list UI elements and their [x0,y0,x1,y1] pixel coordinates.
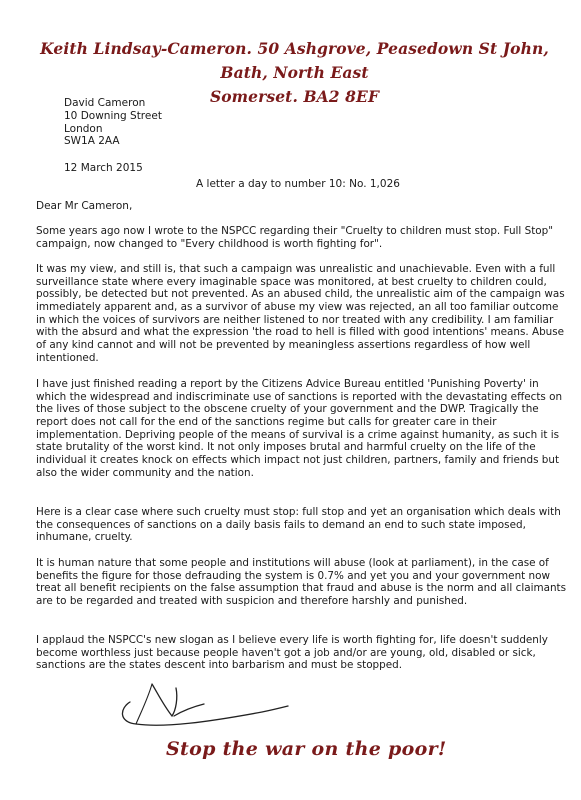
paragraph-text: It was my view, and still is, that such a campaign was unrealistic and unachievable. Even with a full surveillance state where every imaginable space was monitored, at best cruelty to children could, possibly, be detected but not prevented. As an abused child, the unrealistic aim of the campaign was immediately apparent and, as a survivor of abuse my view was rejected, an all too familiar outcome in which the voices of survivors are neither listened to nor treated with any credibility. I am familiar with the absurd and what the expression 'the road to hell is filled with good intentions' means. Abuse of any kind cannot and will not be prevented by meaningless assertions regardless of how well intentioned. [36,263,565,364]
paragraph [36,634,571,672]
salutation: Dear Mr Cameron, [36,200,133,212]
recipient-name: David Cameron [64,97,146,109]
paragraph [36,378,571,479]
paragraph-text: Here is a clear case where such cruelty must stop: full stop and yet an organisation which deals with the consequences of sanctions on a daily basis fails to demand an end to such state imposed, inhumane, cruelty. [36,506,561,544]
letterhead-address-line1: Keith Lindsay-Cameron. 50 Ashgrove, Peasedown St John, Bath, North East [40,39,549,82]
paragraph-text: It is human nature that some people and institutions will abuse (look at parliament), in the case of benefits the figure for those defrauding the system is 0.7% and yet you and your government now treat all benefit recipients on the false assumption that fraud and abuse is the norm and all claimants are to be regarded and treated with suspicion and therefore harshly and punished. [36,557,567,607]
paragraph [36,557,571,608]
recipient-postcode: SW1A 2AA [64,135,120,148]
recipient-address [64,97,162,148]
paragraph [36,225,571,250]
signature-icon [112,680,292,730]
slogan: Stop the war on the poor! [166,738,447,760]
paragraph [36,506,571,544]
letter-date: 12 March 2015 [64,162,143,174]
paragraph-text: I applaud the NSPCC's new slogan as I believe every life is worth fighting for, life doesn't suddenly become worthless just because people haven't got a job and/or are young, old, disabled or sick, sanctions are the states descent into barbarism and must be stopped. [36,634,548,672]
letter-series-number: A letter a day to number 10: No. 1,026 [196,178,400,190]
paragraph-text: Some years ago now I wrote to the NSPCC regarding their "Cruelty to children must stop. Full Stop" campaign, now changed to "Every childhood is worth fighting for". [36,225,554,250]
letterhead-address-line2: Somerset. BA2 8EF [209,87,380,106]
recipient-city: London [64,122,103,135]
paragraph-text: I have just finished reading a report by the Citizens Advice Bureau entitled 'Punishing Poverty' in which the widespread and indiscriminate use of sanctions is reported with the devastating effects on the lives of those subject to the obscene cruelty of your government and the DWP. Tragically the report does not call for the end of the sanctions regime but calls for greater care in their implementation. Depriving people of the means of survival is a crime against humanity, as such it is state brutality of the worst kind. It not only imposes brutal and harmful cruelty on the life of the individual it creates knock on effects which impact not just children, partners, family and friends but also the wider community and the nation. [36,378,563,479]
recipient-street: 10 Downing Street [64,109,162,122]
paragraph [36,263,571,364]
